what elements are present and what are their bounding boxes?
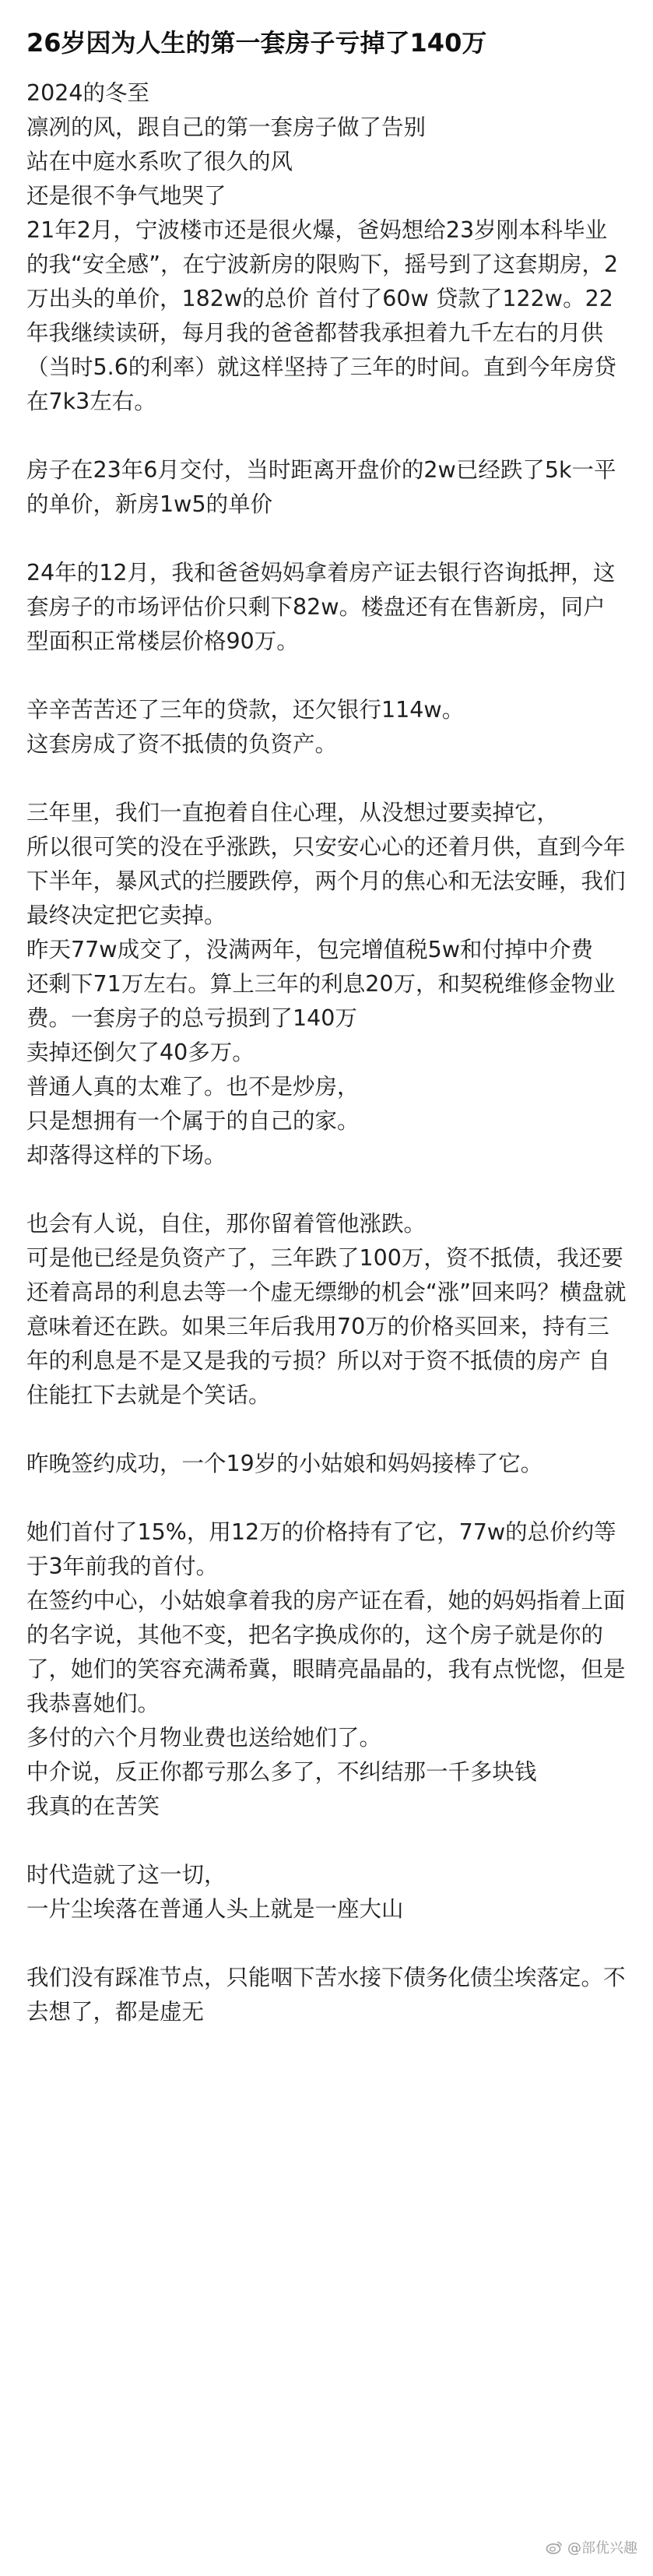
text-line: 多付的六个月物业费也送给她们了。 <box>26 1725 382 1751</box>
text-line: 还剩下71万左右。算上三年的利息20万，和契税维修金物业费。一套房子的总亏损到了140万 <box>26 971 616 1031</box>
paragraph-gap <box>26 762 627 796</box>
text-line: 昨晚签约成功，一个19岁的小姑娘和妈妈接棒了它。 <box>26 1451 543 1476</box>
paragraph <box>26 1961 627 2029</box>
paragraph-gap <box>26 1173 627 1207</box>
text-line: 也会有人说，自住，那你留着管他涨跌。 <box>26 1211 427 1237</box>
text-line: 2024的冬至 <box>26 80 150 106</box>
paragraph <box>26 1207 627 1413</box>
text-line: 凛冽的风，跟自己的第一套房子做了告别 <box>26 114 427 140</box>
paragraph-gap <box>26 1413 627 1447</box>
paragraph-gap <box>26 659 627 693</box>
text-line: 中介说，反正你都亏那么多了，不纠结那一千多块钱 <box>26 1759 537 1785</box>
text-line: 卖掉还倒欠了40多万。 <box>26 1040 255 1065</box>
text-line: 我们没有踩准节点，只能咽下苦水接下债务化债尘埃落定。不去想了，都是虚无 <box>26 1965 626 2025</box>
text-line: 她们首付了15%，用12万的价格持有了它，77w的总价约等于3年前我的首付。 <box>26 1519 616 1579</box>
text-line: 21年2月，宁波楼市还是很火爆，爸妈想给23岁刚本科毕业的我“安全感”，在宁波新房的限购下，摇号到了这套期房，2万出头的单价，182w的总价 首付了60w 贷款了122w。22年我继续读研，每月我的爸爸都替我承担着九千左右的月供（当时5.6的利率）就这样坚持了三年的时间。直到今年房贷在7k3左右。 <box>26 217 619 414</box>
text-line: 三年里，我们一直抱着自住心理，从没想过要卖掉它， <box>26 800 560 825</box>
text-line: 所以很可笑的没在乎涨跌，只安安心心的还着月供，直到今年下半年，暴风式的拦腰跌停，两个月的焦心和无法安睡，我们最终决定把它卖掉。 <box>26 834 626 928</box>
text-line: 在签约中心，小姑娘拿着我的房产证在看，她的妈妈指着上面的名字说，其他不变，把名字换成你的，这个房子就是你的了，她们的笑容充满希冀，眼睛亮晶晶的，我有点恍惚，但是我恭喜她们。 <box>26 1588 626 1716</box>
paragraph-gap <box>26 1824 627 1858</box>
paragraph <box>26 1447 627 1481</box>
text-line: 这套房成了资不抵债的负资产。 <box>26 731 338 757</box>
text-line: 我真的在苦笑 <box>26 1793 160 1819</box>
text-line: 时代造就了这一切， <box>26 1862 226 1888</box>
paragraph-gap <box>26 419 627 453</box>
paragraph <box>26 453 627 522</box>
watermark-text: @部优兴趣 <box>567 2540 637 2557</box>
paragraph <box>26 693 627 762</box>
text-line: 却落得这样的下场。 <box>26 1142 226 1168</box>
text-line: 房子在23年6月交付，当时距离开盘价的2w已经跌了5k一平的单价，新房1w5的单价 <box>26 457 616 517</box>
text-line: 站在中庭水系吹了很久的风 <box>26 149 293 174</box>
paragraph-gap <box>26 1927 627 1961</box>
text-line: 一片尘埃落在普通人头上就是一座大山 <box>26 1896 404 1922</box>
text-line: 辛辛苦苦还了三年的贷款，还欠银行114w。 <box>26 697 465 723</box>
text-line: 普通人真的太难了。也不是炒房， <box>26 1074 360 1100</box>
paragraph-gap <box>26 1481 627 1515</box>
paragraph <box>26 796 627 1173</box>
paragraph-gap <box>26 522 627 556</box>
post-title: 26岁因为人生的第一套房子亏掉了140万 <box>26 28 487 58</box>
text-line: 可是他已经是负资产了，三年跌了100万，资不抵债，我还要还着高昂的利息去等一个虚无缥缈的机会“涨”回来吗？横盘就意味着还在跌。如果三年后我用70万的价格买回来，持有三年的利息是不是又是我的亏损？所以对于资不抵债的房产 自住能扛下去就是个笑话。 <box>26 1245 627 1408</box>
post-body <box>26 76 627 2029</box>
paragraph <box>26 556 627 659</box>
text-line: 还是很不争气地哭了 <box>26 183 226 209</box>
text-line: 昨天77w成交了，没满两年，包完增值税5w和付掉中介费 <box>26 937 594 962</box>
paragraph <box>26 1858 627 1927</box>
watermark <box>546 2537 637 2557</box>
weibo-logo-icon <box>546 2540 563 2554</box>
paragraph <box>26 76 627 419</box>
text-line: 只是想拥有一个属于的自己的家。 <box>26 1108 360 1134</box>
text-line: 24年的12月，我和爸爸妈妈拿着房产证去银行咨询抵押，这套房子的市场评估价只剩下82w。楼盘还有在售新房，同户型面积正常楼层价格90万。 <box>26 560 616 654</box>
paragraph <box>26 1515 627 1824</box>
